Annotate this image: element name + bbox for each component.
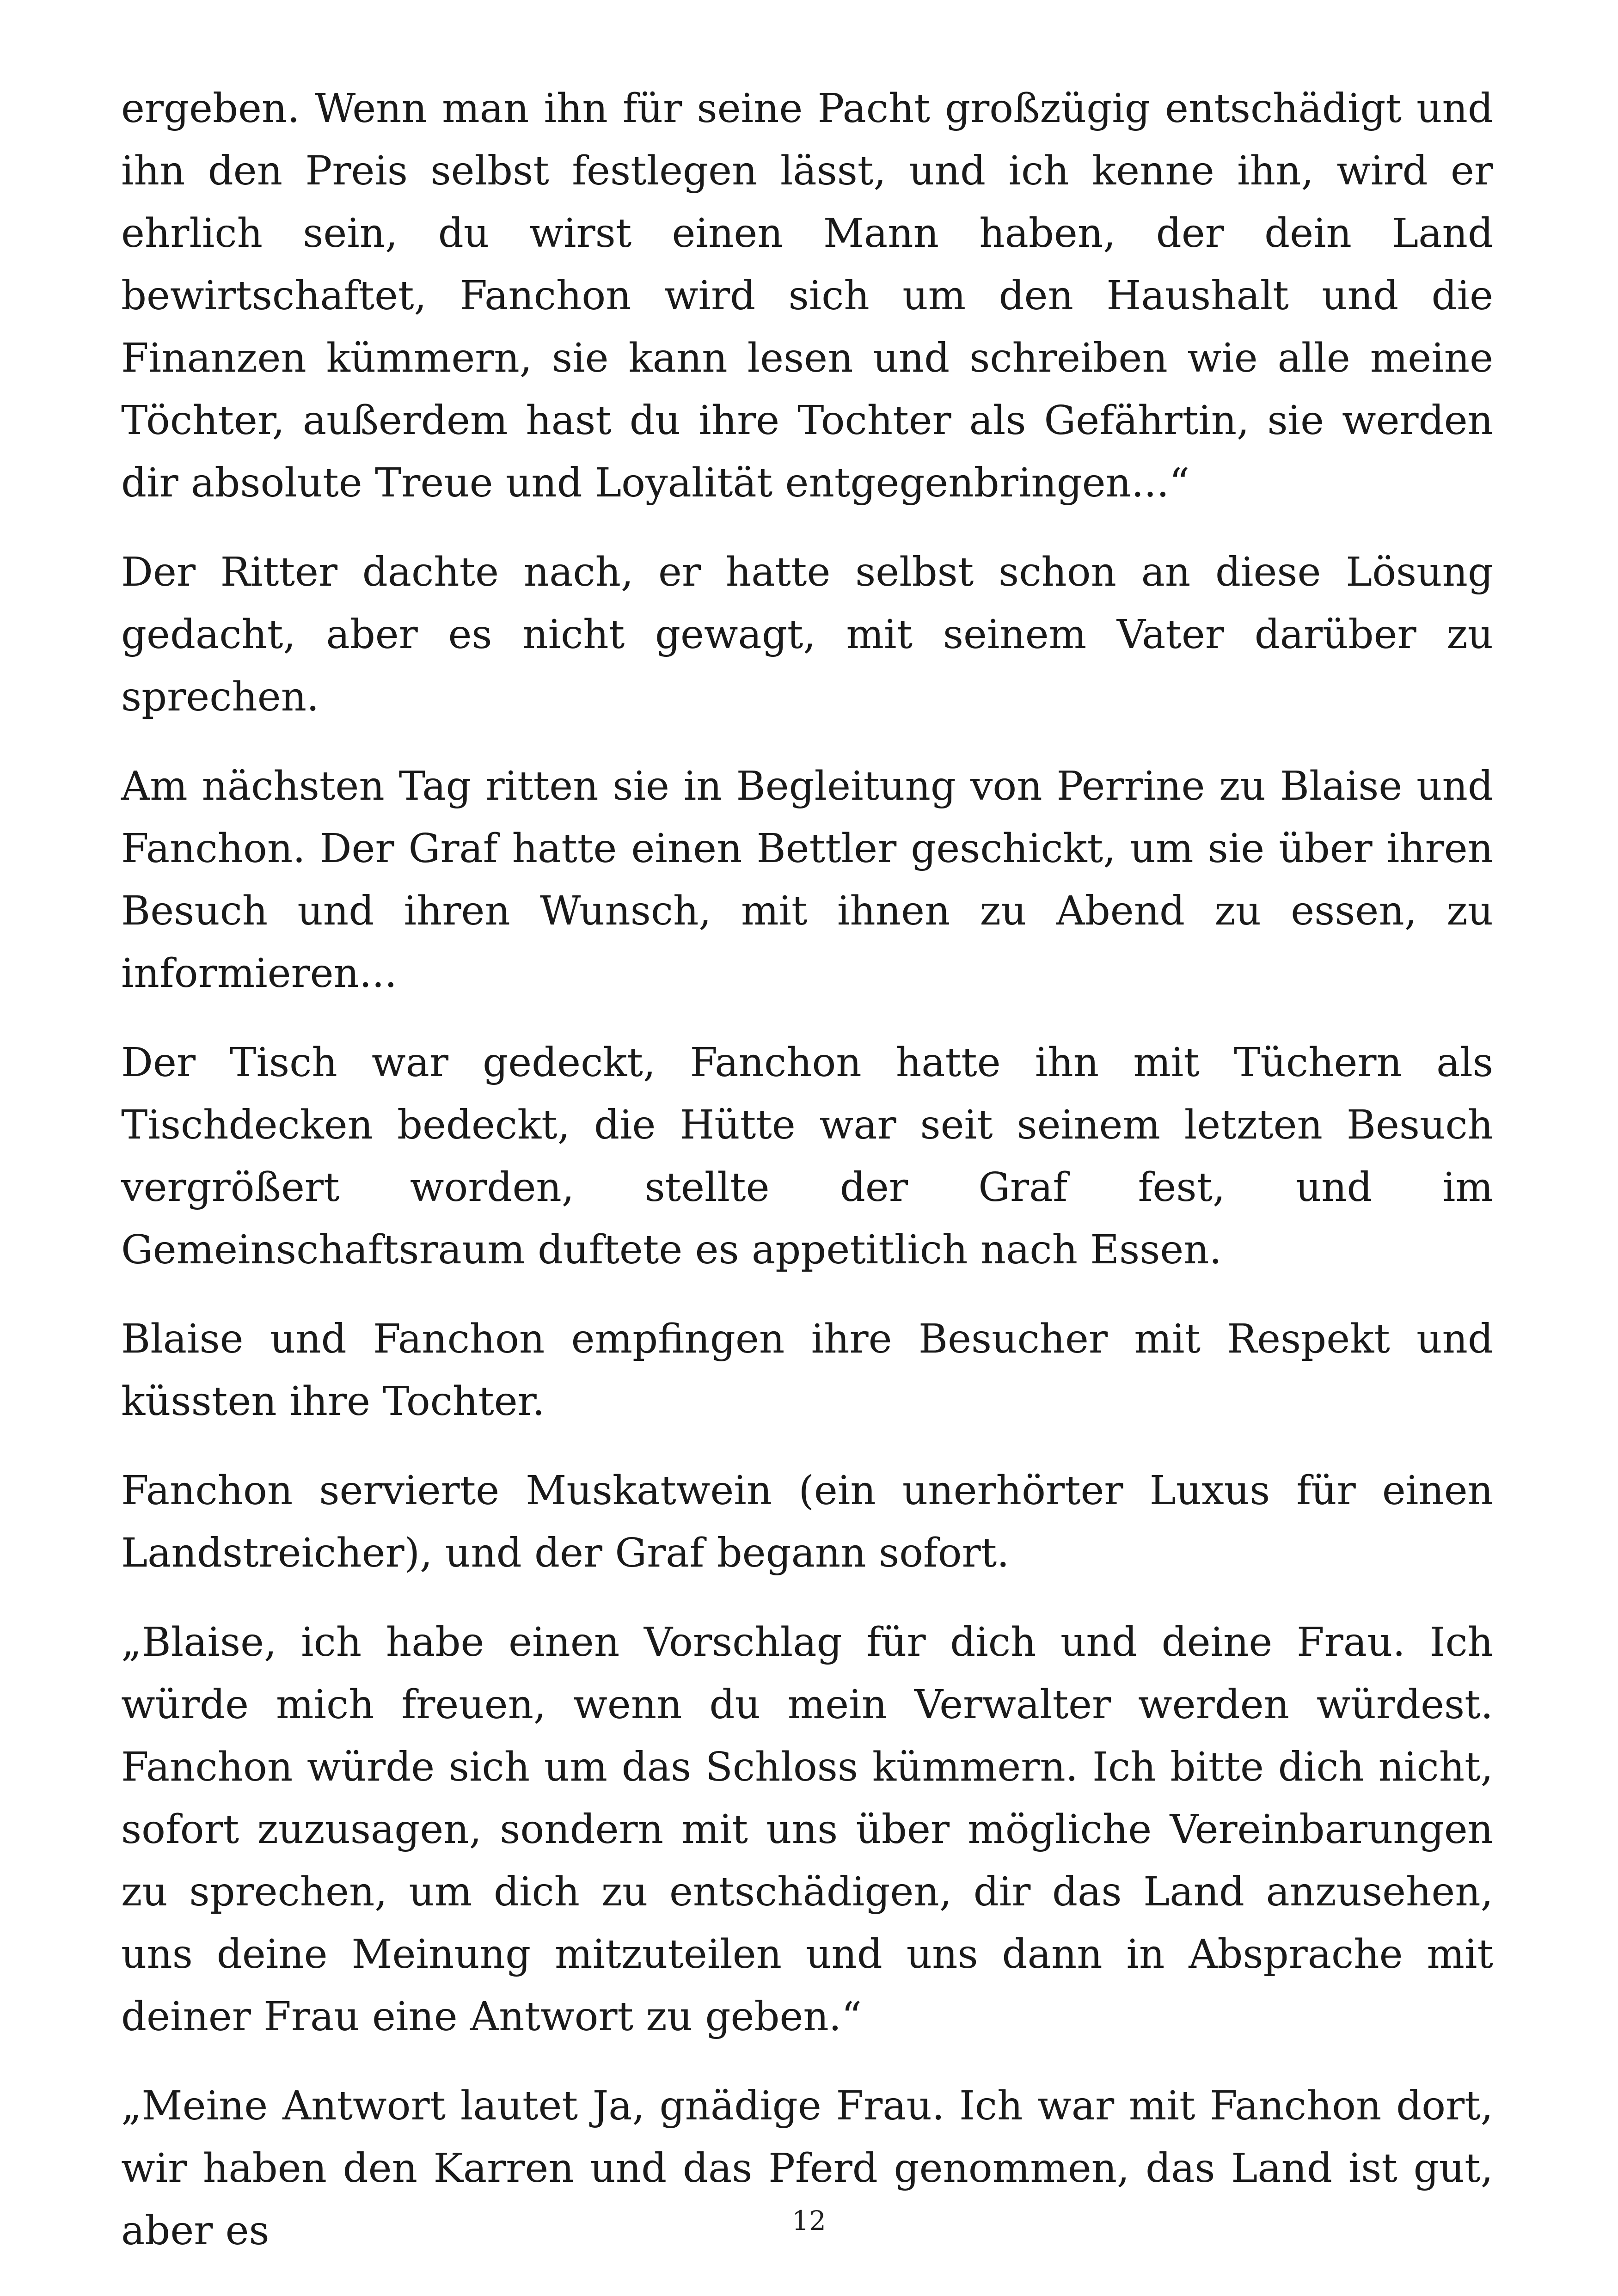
page-number: 12 xyxy=(792,2205,826,2236)
paragraph-5: Blaise und Fanchon empfingen ihre Besucher mit Respekt und küssten ihre Tochter. xyxy=(121,1316,1493,1425)
paragraph-6: Fanchon servierte Muskatwein (ein unerhörter Luxus für einen Landstreicher), und der Graf begann sofort. xyxy=(121,1468,1493,1576)
body-text xyxy=(121,78,1493,2262)
paragraph-4: Der Tisch war gedeckt, Fanchon hatte ihn mit Tüchern als Tischdecken bedeckt, die Hütte war seit seinem letzten Besuch vergrößert worden, stellte der Graf fest, und im Gemeinschaftsraum duftete es appetitlich nach Essen. xyxy=(121,1040,1493,1273)
paragraph-3: Am nächsten Tag ritten sie in Begleitung von Perrine zu Blaise und Fanchon. Der Graf hatte einen Bettler geschickt, um sie über ihren Besuch und ihren Wunsch, mit ihnen zu Abend zu essen, zu informieren... xyxy=(121,763,1493,997)
paragraph-7: „Blaise, ich habe einen Vorschlag für dich und deine Frau. Ich würde mich freuen, wenn du mein Verwalter werden würdest. Fanchon würde sich um das Schloss kümmern. Ich bitte dich nicht, sofort zuzusagen, sondern mit uns über mögliche Vereinbarungen zu sprechen, um dich zu entschädigen, dir das Land anzusehen, uns deine Meinung mitzuteilen und uns dann in Absprache mit deiner Frau eine Antwort zu geben.“ xyxy=(121,1619,1493,2040)
paragraph-8: „Meine Antwort lautet Ja, gnädige Frau. Ich war mit Fanchon dort, wir haben den Karren und das Pferd genommen, das Land ist gut, aber es xyxy=(121,2083,1493,2254)
paragraph-2: Der Ritter dachte nach, er hatte selbst schon an diese Lösung gedacht, aber es nicht gewagt, mit seinem Vater darüber zu sprechen. xyxy=(121,549,1493,720)
paragraph-1: ergeben. Wenn man ihn für seine Pacht großzügig entschädigt und ihn den Preis selbst festlegen lässt, und ich kenne ihn, wird er ehrlich sein, du wirst einen Mann haben, der dein Land bewirtschaftet, Fanchon wird sich um den Haushalt und die Finanzen kümmern, sie kann lesen und schreiben wie alle meine Töchter, außerdem hast du ihre Tochter als Gefährtin, sie werden dir absolute Treue und Loyalität entgegenbringen...“ xyxy=(121,86,1493,506)
